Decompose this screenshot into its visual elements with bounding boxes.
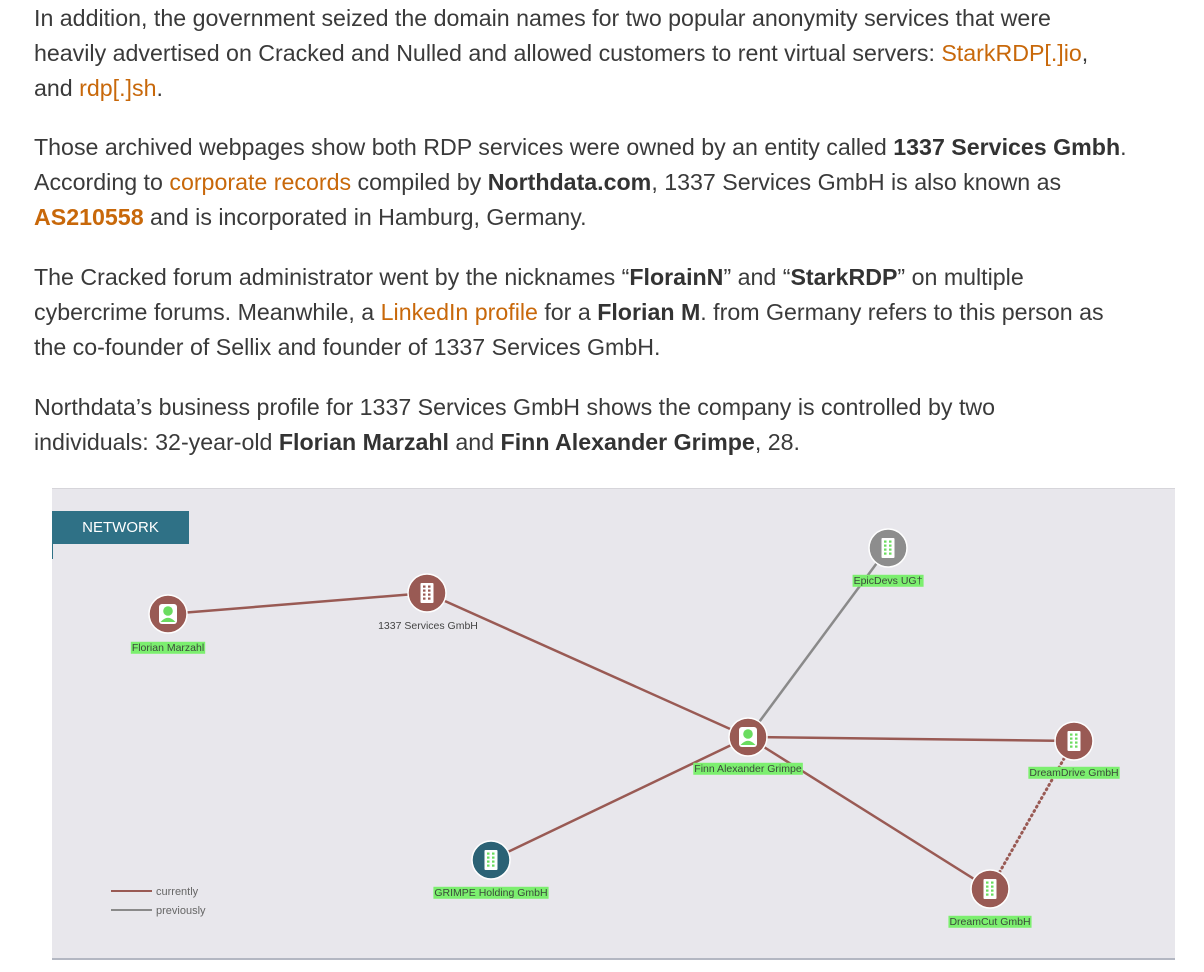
building-icon	[984, 879, 997, 899]
building-window	[492, 865, 495, 867]
building-window	[487, 857, 490, 859]
p1-line-3-end: .	[156, 75, 163, 101]
paragraph-forum-admin	[34, 260, 1104, 365]
building-window	[884, 553, 887, 555]
legend-previous-label: previously	[156, 905, 206, 917]
p4-line-2-text: individuals: 32-year-old	[34, 429, 279, 455]
building-window	[889, 545, 892, 547]
p3-line-2-end: . from Germany refers to this person as	[700, 299, 1104, 325]
corporate-records-link[interactable]: corporate records	[169, 169, 352, 195]
p3-line-1-mid: ” and “	[723, 264, 791, 290]
building-window	[423, 590, 426, 592]
p3-line-2-text: cybercrime forums. Meanwhile, a	[34, 299, 381, 325]
p2-line-2	[34, 165, 1127, 200]
building-window	[487, 853, 490, 855]
p1-line-2	[34, 36, 1088, 71]
p2-line-2-text: According to	[34, 169, 170, 195]
building-window	[428, 586, 431, 588]
node-label-dreamcut: DreamCut GmbH	[949, 915, 1031, 928]
building-window	[492, 861, 495, 863]
person-icon-head	[163, 606, 173, 616]
p2-line-1-text: Those archived webpages show both RDP services were owned by an entity called	[34, 134, 894, 160]
building-icon	[421, 583, 434, 603]
p1-line-2-text: heavily advertised on Cracked and Nulled and allowed customers to rent virtual servers:	[34, 40, 942, 66]
linkedin-profile-link[interactable]: LinkedIn profile	[380, 299, 538, 325]
p4-line-2-end: , 28.	[754, 429, 800, 455]
edge-finn-dreamdrive	[748, 737, 1074, 741]
node-label-s1337: 1337 Services GmbH	[378, 619, 478, 632]
building-window	[889, 541, 892, 543]
p1-line-3-text: and	[34, 75, 80, 101]
as210558-link[interactable]: AS210558	[34, 204, 144, 230]
building-window	[492, 857, 495, 859]
building-window	[423, 586, 426, 588]
building-window	[986, 882, 989, 884]
network-graph	[52, 489, 1175, 958]
building-icon	[882, 538, 895, 558]
building-window	[1075, 738, 1078, 740]
building-window	[991, 886, 994, 888]
entity-name: 1337 Services Gmbh	[893, 134, 1121, 160]
building-window	[884, 545, 887, 547]
building-icon	[1068, 731, 1081, 751]
building-window	[1075, 746, 1078, 748]
building-window	[884, 541, 887, 543]
p3-line-1-end: ” on multiple	[897, 264, 1024, 290]
building-window	[889, 553, 892, 555]
edge-s1337-finn	[427, 593, 748, 737]
p4-line-2	[34, 425, 995, 460]
p2-line-3-text: and is incorporated in Hamburg, Germany.	[143, 204, 587, 230]
p3-line-1	[34, 260, 1104, 295]
florian-m-name: Florian M	[597, 299, 701, 325]
person-finn-grimpe: Finn Alexander Grimpe	[500, 429, 755, 455]
network-tab[interactable]: NETWORK	[52, 511, 189, 544]
node-label-florian: Florian Marzahl	[131, 641, 205, 654]
building-window	[487, 865, 490, 867]
building-window	[986, 890, 989, 892]
starkrdp-link[interactable]: StarkRDP[.]io	[941, 40, 1082, 66]
building-window	[428, 598, 431, 600]
person-florian-marzahl: Florian Marzahl	[278, 429, 449, 455]
paragraph-rdp-ownership	[34, 130, 1127, 235]
building-window	[884, 549, 887, 551]
network-graph-figure	[52, 488, 1175, 960]
edge-finn-grimpe	[491, 737, 748, 860]
building-window	[1075, 742, 1078, 744]
p1-line-2-end: ,	[1081, 40, 1089, 66]
building-window	[1070, 742, 1073, 744]
building-icon	[485, 850, 498, 870]
p3-line-3: the co-founder of Sellix and founder of 1337 Services GmbH.	[34, 334, 661, 360]
building-window	[991, 882, 994, 884]
building-window	[889, 549, 892, 551]
building-window	[492, 853, 495, 855]
building-window	[986, 894, 989, 896]
node-label-grimpe: GRIMPE Holding GmbH	[434, 886, 548, 899]
p3-line-2	[34, 295, 1104, 330]
rdpsh-link[interactable]: rdp[.]sh	[79, 75, 157, 101]
paragraph-business-profile	[34, 390, 995, 460]
p2-line-1	[34, 130, 1127, 165]
node-label-epic: EpicDevs UG†	[853, 574, 923, 587]
paragraph-domain-seizure	[34, 1, 1088, 106]
p1-line-1: In addition, the government seized the domain names for two popular anonymity services that were	[34, 5, 1051, 31]
nickname-florainn: FlorainN	[629, 264, 724, 290]
building-window	[428, 590, 431, 592]
building-window	[991, 894, 994, 896]
edge-dreamdrive-dreamcut	[990, 741, 1074, 889]
building-window	[428, 594, 431, 596]
p2-line-2-mid: compiled by	[351, 169, 488, 195]
p3-line-2-mid: for a	[537, 299, 598, 325]
nickname-starkrdp: StarkRDP	[790, 264, 898, 290]
p3-line-1-text: The Cracked forum administrator went by the nicknames “	[34, 264, 630, 290]
person-icon-head	[743, 729, 753, 739]
p4-line-1: Northdata’s business profile for 1337 Services GmbH shows the company is controlled by two	[34, 394, 996, 420]
building-window	[986, 886, 989, 888]
p1-line-3	[34, 71, 1088, 106]
building-window	[1070, 746, 1073, 748]
building-window	[423, 598, 426, 600]
node-label-dreamdrive: DreamDrive GmbH	[1029, 766, 1119, 779]
northdata-name: Northdata.com	[487, 169, 652, 195]
edge-florian-s1337	[168, 593, 427, 614]
node-label-finn: Finn Alexander Grimpe	[694, 762, 802, 775]
edge-finn-dreamcut	[748, 737, 990, 889]
building-window	[1070, 738, 1073, 740]
building-window	[423, 594, 426, 596]
building-window	[487, 861, 490, 863]
p2-line-3	[34, 200, 1127, 235]
p4-line-2-mid: and	[448, 429, 501, 455]
legend-current-label: currently	[156, 886, 199, 898]
building-window	[1075, 734, 1078, 736]
building-window	[991, 890, 994, 892]
building-window	[1070, 734, 1073, 736]
p2-line-2-end: , 1337 Services GmbH is also known as	[651, 169, 1062, 195]
p2-line-1-end: .	[1120, 134, 1127, 160]
